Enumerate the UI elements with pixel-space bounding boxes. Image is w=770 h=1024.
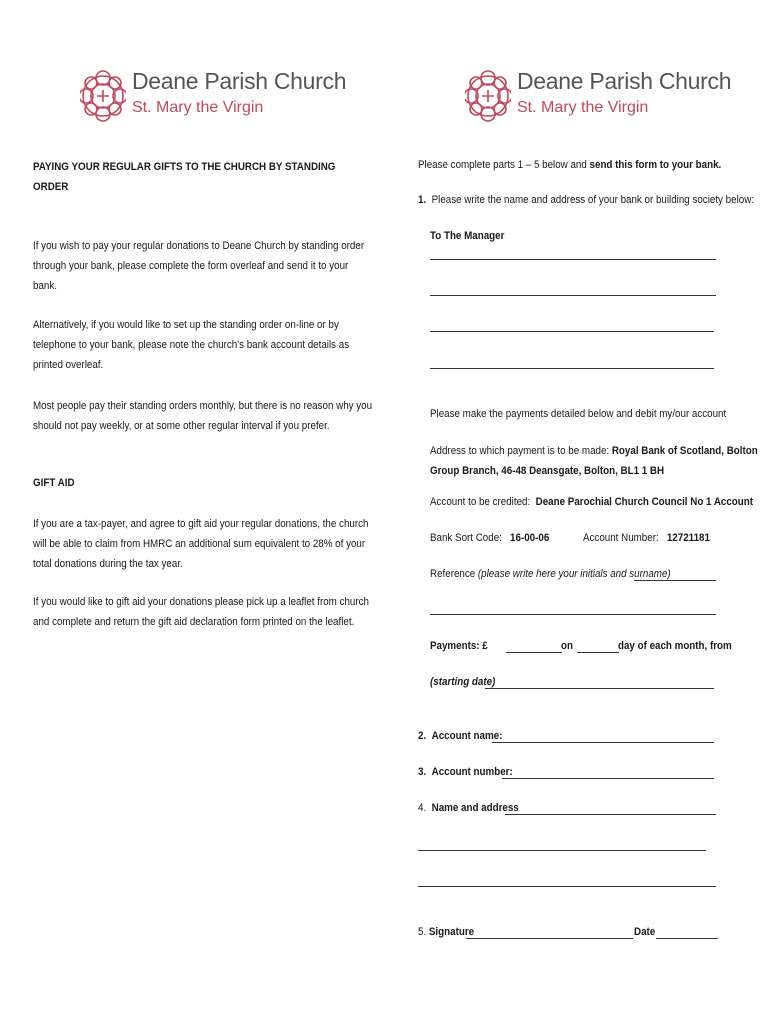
gift-aid-paragraph-1: If you are a tax-payer, and agree to gift aid your regular donations, the church will be able to claim from HMRC an additional sum equivalent to 28% of your total donations during the tax year. [33,518,369,570]
logo-subtitle: St. Mary the Virgin [517,99,649,116]
to-manager-label: To The Manager [430,230,505,242]
church-emblem-icon [465,60,511,132]
name-address-field-1[interactable] [505,814,716,815]
payments-instruction: Please make the payments detailed below and debit my/our account [430,408,727,420]
date-field[interactable] [656,938,718,939]
on-label: on [561,640,573,652]
payee-address: Address to which payment is to be made: Royal Bank of Scotland, Bolton Group Branch, 46-48 Deansgate, Bolton, BL1 1 BH [430,445,758,477]
church-logo-right [465,60,731,132]
name-address-label: 4. Name and address [418,802,519,814]
info-paragraph-3: Most people pay their standing orders monthly, but there is no reason why you should not pay weekly, or at some other regular interval if you prefer. [33,400,373,432]
bank-sort-code: Bank Sort Code: 16-00-06 [430,532,550,544]
payments-label: Payments: £ [430,640,488,652]
form-intro: Please complete parts 1 – 5 below and send this form to your bank. [418,159,722,171]
name-address-field-3[interactable] [418,886,716,887]
bank-address-line-4[interactable] [430,368,714,369]
church-logo-left [80,60,346,132]
payment-amount-field[interactable] [506,652,562,653]
payment-day-field[interactable] [577,652,619,653]
church-emblem-icon [80,60,126,132]
account-number: Account Number: 12721181 [583,532,710,544]
account-name-label: 2. Account name: [418,730,503,742]
reference-label: Reference (please write here your initials and surname) [430,568,671,580]
bank-address-line-1[interactable] [430,259,716,260]
logo-title: Deane Parish Church [517,68,732,94]
info-paragraph-1: If you wish to pay your regular donations to Deane Church by standing order through your bank, please complete the form overleaf and send it to your bank. [33,240,365,292]
gift-aid-heading: GIFT AID [33,477,75,489]
bank-address-line-3[interactable] [430,331,714,332]
account-credited: Account to be credited: Deane Parochial Church Council No 1 Account [430,496,754,508]
info-paragraph-2: Alternatively, if you would like to set up the standing order on-line or by telephone to your bank, please note the church's bank account details as printed overleaf. [33,319,350,371]
account-number-field[interactable] [502,778,714,779]
reference-line-2[interactable] [430,614,716,615]
signature-field[interactable] [466,938,633,939]
reference-field[interactable] [634,580,716,581]
logo-title: Deane Parish Church [132,68,347,94]
starting-date-field[interactable] [485,688,714,689]
account-number-label: 3. Account number: [418,766,513,778]
bank-address-line-2[interactable] [430,295,716,296]
form-item-1: 1. Please write the name and address of your bank or building society below: [418,194,754,206]
account-name-field[interactable] [492,742,714,743]
logo-subtitle: St. Mary the Virgin [132,99,264,116]
gift-aid-paragraph-2: If you would like to gift aid your donations please pick up a leaflet from church and complete and return the gift aid declaration form printed on the leaflet. [33,596,369,628]
day-of-month-label: day of each month, from [618,640,732,652]
name-address-field-2[interactable] [418,850,706,851]
info-heading: PAYING YOUR REGULAR GIFTS TO THE CHURCH BY STANDING ORDER [33,161,336,193]
signature-label: 5. Signature [418,926,475,938]
starting-date-label: (starting date) [430,676,496,688]
date-label: Date [634,926,656,938]
